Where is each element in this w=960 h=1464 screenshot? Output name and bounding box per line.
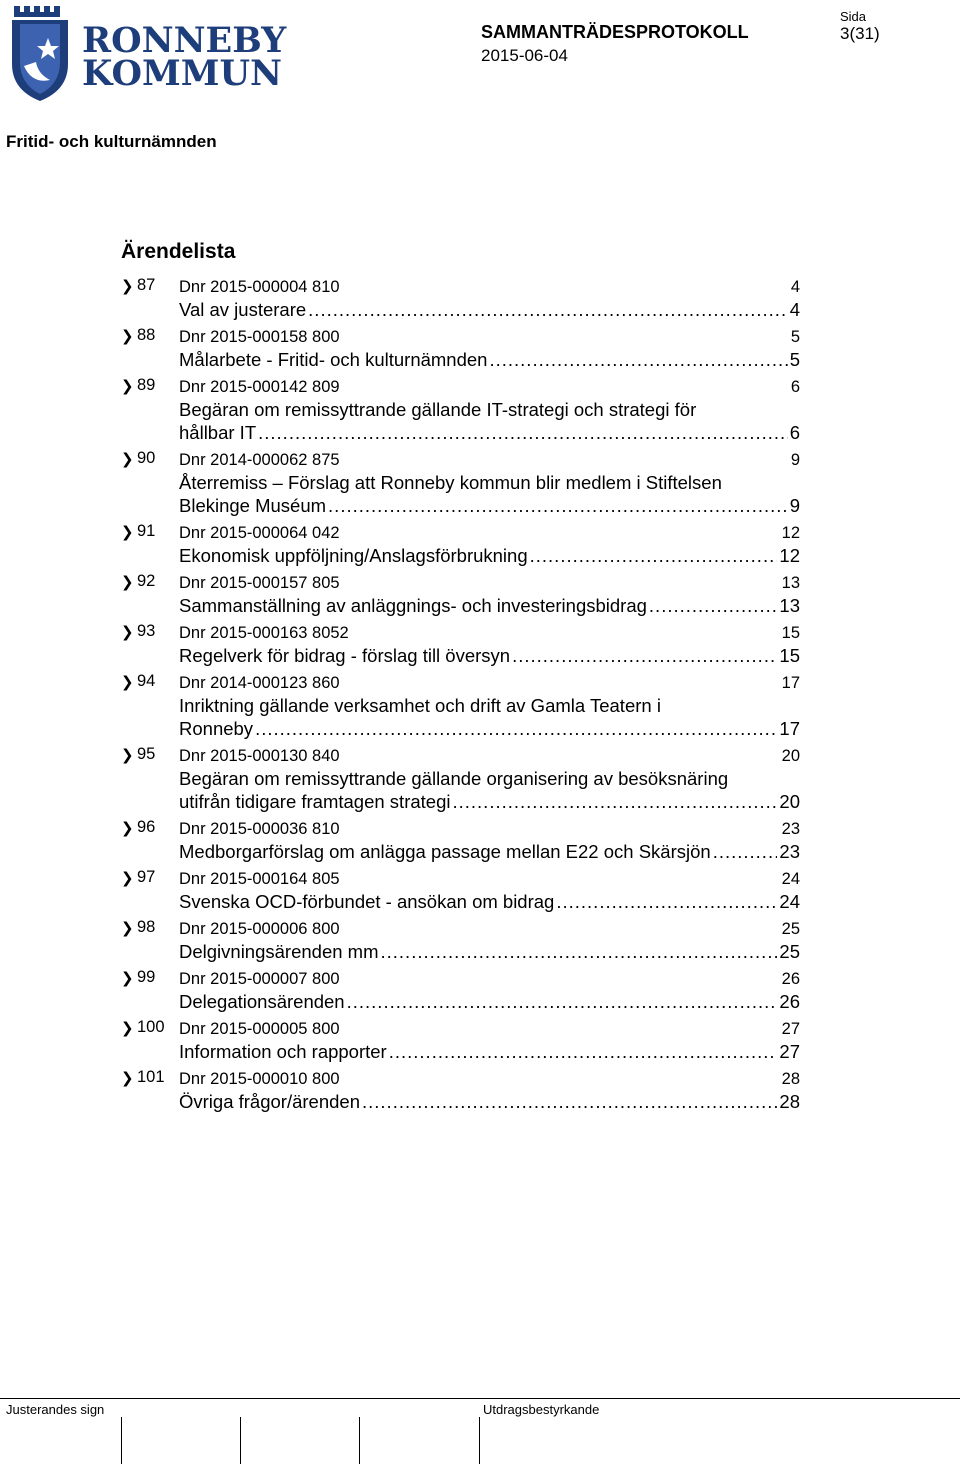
title-first-line: Begäran om remissyttrande gällande organisering av besöksnäring [179, 768, 729, 789]
title-first-line: Begäran om remissyttrande gällande IT-strategi och strategi för [179, 399, 697, 420]
section-page-number: 4 [790, 278, 800, 296]
section-page-number: 24 [781, 870, 800, 888]
dnr-number: Dnr 2015-000006 800 [179, 920, 340, 938]
entry-title[interactable] [179, 767, 800, 813]
dot-leader [362, 1090, 777, 1113]
ronneby-logo [10, 4, 287, 104]
dot-leader [389, 1040, 778, 1063]
toc-entry[interactable] [121, 745, 821, 813]
entry-title[interactable] [179, 348, 800, 371]
page-label: Sida [840, 9, 867, 24]
dnr-number: Dnr 2015-000010 800 [179, 1070, 340, 1088]
chevron-right-icon: ❯ [121, 328, 134, 345]
toc-entry[interactable] [121, 968, 821, 1013]
sign-label: Justerandes sign [6, 1402, 105, 1417]
section-page-number: 15 [781, 624, 800, 642]
dnr-line [179, 326, 800, 348]
title-leader-line [179, 594, 800, 617]
title-page-number: 12 [779, 545, 800, 566]
dnr-line [179, 968, 800, 990]
title-page-number: 24 [779, 891, 800, 912]
dnr-line [179, 1068, 800, 1090]
paragraph-number: 98 [137, 918, 156, 936]
title-page-number: 4 [789, 299, 800, 320]
paragraph-number: 99 [137, 968, 156, 986]
coat-of-arms-icon [10, 4, 70, 102]
dnr-line [179, 918, 800, 940]
meeting-date: 2015-06-04 [481, 46, 568, 65]
entry-title[interactable] [179, 990, 800, 1013]
entry-title[interactable] [179, 890, 800, 913]
title-leader-line [179, 990, 800, 1013]
chevron-right-icon: ❯ [121, 1070, 134, 1087]
dnr-line [179, 672, 800, 694]
dnr-line [179, 868, 800, 890]
dot-leader [452, 790, 777, 813]
toc-entry[interactable] [121, 522, 821, 567]
dnr-number: Dnr 2015-000142 809 [179, 378, 340, 396]
title-text: Medborgarförslag om anlägga passage mellan E22 och Skärsjön [179, 841, 711, 862]
title-leader-line [179, 544, 800, 567]
paragraph-number: 89 [137, 376, 156, 394]
title-page-number: 26 [779, 991, 800, 1012]
dnr-line [179, 622, 800, 644]
title-leader-line [179, 840, 800, 863]
dnr-number: Dnr 2014-000123 860 [179, 674, 340, 692]
entry-title[interactable] [179, 1040, 800, 1063]
title-text: utifrån tidigare framtagen strategi [179, 791, 451, 812]
toc-entry[interactable] [121, 1068, 821, 1113]
toc-entry[interactable] [121, 918, 821, 963]
title-page-number: 9 [789, 495, 800, 516]
page-number: 3(31) [840, 24, 880, 43]
toc-entry[interactable] [121, 672, 821, 740]
entry-title[interactable] [179, 940, 800, 963]
section-page-number: 25 [781, 920, 800, 938]
section-page-number: 23 [781, 820, 800, 838]
entry-title[interactable] [179, 644, 800, 667]
dnr-number: Dnr 2015-000064 042 [179, 524, 340, 542]
dnr-number: Dnr 2015-000005 800 [179, 1020, 340, 1038]
extract-label: Utdragsbestyrkande [483, 1402, 600, 1417]
dnr-line [179, 276, 800, 298]
paragraph-number: 90 [137, 449, 156, 467]
paragraph-number: 96 [137, 818, 156, 836]
section-page-number: 17 [781, 674, 800, 692]
section-page-number: 27 [781, 1020, 800, 1038]
entry-title[interactable] [179, 594, 800, 617]
chevron-right-icon: ❯ [121, 674, 134, 691]
title-text: Ekonomisk uppföljning/Anslagsförbrukning [179, 545, 528, 566]
title-leader-line [179, 1040, 800, 1063]
toc-entry[interactable] [121, 622, 821, 667]
chevron-right-icon: ❯ [121, 747, 134, 764]
title-leader-line [179, 717, 800, 740]
chevron-right-icon: ❯ [121, 524, 134, 541]
title-first-line: Återremiss – Förslag att Ronneby kommun blir medlem i Stiftelsen [179, 472, 722, 493]
signature-box-divider [479, 1417, 480, 1464]
title-text: Svenska OCD-förbundet - ansökan om bidrag [179, 891, 555, 912]
dnr-number: Dnr 2015-000163 8052 [179, 624, 349, 642]
toc-entry[interactable] [121, 276, 821, 321]
entry-title[interactable] [179, 1090, 800, 1113]
dot-leader [489, 348, 787, 371]
title-leader-line [179, 1090, 800, 1113]
paragraph-number: 88 [137, 326, 156, 344]
title-leader-line [179, 348, 800, 371]
entry-title[interactable] [179, 840, 800, 863]
title-leader-line [179, 421, 800, 444]
logo-line-2: KOMMUN [82, 53, 282, 94]
title-text: hållbar IT [179, 422, 257, 443]
paragraph-number: 101 [137, 1068, 165, 1086]
title-text: Delgivningsärenden mm [179, 941, 379, 962]
title-text: Regelverk för bidrag - förslag till översyn [179, 645, 511, 666]
paragraph-number: 94 [137, 672, 156, 690]
dot-leader [530, 544, 778, 567]
dnr-line [179, 572, 800, 594]
title-page-number: 20 [779, 791, 800, 812]
section-page-number: 26 [781, 970, 800, 988]
dnr-number: Dnr 2015-000158 800 [179, 328, 340, 346]
chevron-right-icon: ❯ [121, 870, 134, 887]
title-leader-line [179, 790, 800, 813]
title-page-number: 27 [779, 1041, 800, 1062]
dnr-number: Dnr 2014-000062 875 [179, 451, 340, 469]
title-page-number: 28 [779, 1091, 800, 1112]
dot-leader [381, 940, 778, 963]
dot-leader [258, 421, 788, 444]
toc-entry[interactable] [121, 818, 821, 863]
chevron-right-icon: ❯ [121, 378, 134, 395]
section-page-number: 28 [781, 1070, 800, 1088]
toc-entry[interactable] [121, 449, 821, 517]
title-text: Ronneby [179, 718, 254, 739]
document-title: SAMMANTRÄDESPROTOKOLL [481, 22, 749, 42]
dot-leader [649, 594, 778, 617]
paragraph-number: 93 [137, 622, 156, 640]
title-leader-line [179, 644, 800, 667]
entry-title[interactable] [179, 471, 800, 517]
title-text: Val av justerare [179, 299, 307, 320]
dot-leader [512, 644, 777, 667]
chevron-right-icon: ❯ [121, 970, 134, 987]
chevron-right-icon: ❯ [121, 920, 134, 937]
dot-leader [255, 717, 777, 740]
title-text: Målarbete - Fritid- och kulturnämnden [179, 349, 488, 370]
title-page-number: 25 [779, 941, 800, 962]
toc-heading: Ärendelista [121, 240, 236, 263]
dnr-line [179, 376, 800, 398]
paragraph-number: 97 [137, 868, 156, 886]
dot-leader [556, 890, 777, 913]
signature-box-divider [359, 1417, 360, 1464]
title-text: Sammanställning av anläggnings- och investeringsbidrag [179, 595, 647, 616]
logo-wordmark [82, 20, 287, 94]
toc-entry[interactable] [121, 1018, 821, 1063]
entry-title[interactable] [179, 544, 800, 567]
dnr-number: Dnr 2015-000157 805 [179, 574, 340, 592]
signature-box-divider [121, 1417, 122, 1464]
dot-leader [347, 990, 778, 1013]
section-page-number: 6 [790, 378, 800, 396]
title-text: Övriga frågor/ärenden [179, 1091, 360, 1112]
chevron-right-icon: ❯ [121, 451, 134, 468]
entry-title[interactable] [179, 398, 800, 444]
dnr-number: Dnr 2015-000007 800 [179, 970, 340, 988]
paragraph-number: 95 [137, 745, 156, 763]
title-leader-line [179, 890, 800, 913]
logo-line-1: RONNEBY [82, 20, 287, 61]
dot-leader [713, 840, 778, 863]
entry-title[interactable] [179, 694, 800, 740]
toc-list [121, 276, 821, 1118]
title-page-number: 17 [779, 718, 800, 739]
title-leader-line [179, 298, 800, 321]
title-page-number: 13 [779, 595, 800, 616]
toc-entry[interactable] [121, 326, 821, 371]
toc-entry[interactable] [121, 572, 821, 617]
section-page-number: 5 [790, 328, 800, 346]
committee-name: Fritid- och kulturnämnden [6, 132, 217, 151]
title-leader-line [179, 940, 800, 963]
title-first-line: Inriktning gällande verksamhet och drift av Gamla Teatern i [179, 695, 661, 716]
dot-leader [308, 298, 788, 321]
section-page-number: 20 [781, 747, 800, 765]
dnr-line [179, 449, 800, 471]
chevron-right-icon: ❯ [121, 820, 134, 837]
title-text: Blekinge Muséum [179, 495, 327, 516]
chevron-right-icon: ❯ [121, 574, 134, 591]
dnr-number: Dnr 2015-000004 810 [179, 278, 340, 296]
dnr-number: Dnr 2015-000130 840 [179, 747, 340, 765]
title-leader-line [179, 494, 800, 517]
dnr-number: Dnr 2015-000164 805 [179, 870, 340, 888]
section-page-number: 13 [781, 574, 800, 592]
dnr-number: Dnr 2015-000036 810 [179, 820, 340, 838]
title-page-number: 6 [789, 422, 800, 443]
title-text: Information och rapporter [179, 1041, 387, 1062]
chevron-right-icon: ❯ [121, 1020, 134, 1037]
toc-entry[interactable] [121, 376, 821, 444]
signature-footer [0, 1398, 960, 1464]
dnr-line [179, 745, 800, 767]
entry-title[interactable] [179, 298, 800, 321]
paragraph-number: 92 [137, 572, 156, 590]
toc-entry[interactable] [121, 868, 821, 913]
section-page-number: 9 [790, 451, 800, 469]
dnr-line [179, 522, 800, 544]
chevron-right-icon: ❯ [121, 278, 134, 295]
title-page-number: 15 [779, 645, 800, 666]
title-page-number: 23 [779, 841, 800, 862]
paragraph-number: 87 [137, 276, 156, 294]
section-page-number: 12 [781, 524, 800, 542]
title-page-number: 5 [789, 349, 800, 370]
dnr-line [179, 818, 800, 840]
dot-leader [328, 494, 788, 517]
paragraph-number: 100 [137, 1018, 165, 1036]
dnr-line [179, 1018, 800, 1040]
chevron-right-icon: ❯ [121, 624, 134, 641]
paragraph-number: 91 [137, 522, 156, 540]
signature-box-divider [240, 1417, 241, 1464]
title-text: Delegationsärenden [179, 991, 345, 1012]
